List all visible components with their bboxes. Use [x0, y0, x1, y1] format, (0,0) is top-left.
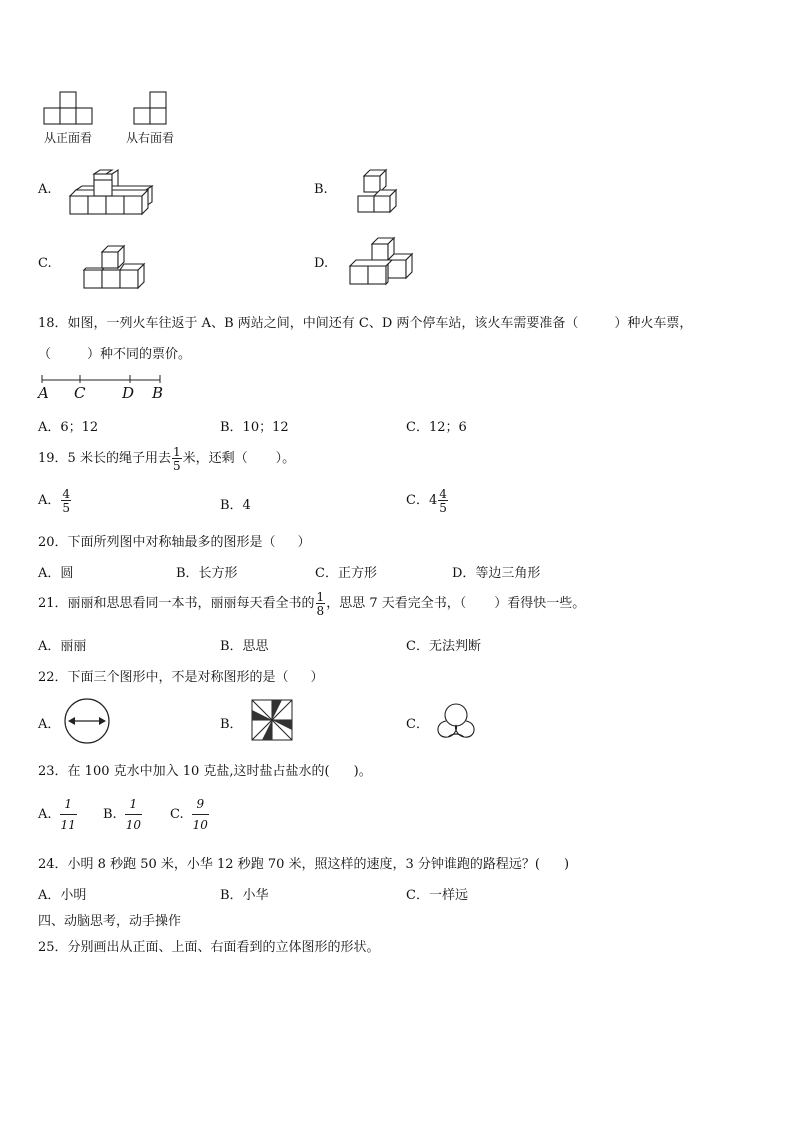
q22-stem-b: ） — [310, 670, 324, 685]
q17-option-b-figure — [356, 170, 406, 218]
q17-option-c-label[interactable]: C. — [38, 256, 52, 271]
q19-frac-numerator: 1 — [172, 444, 181, 459]
q22-option-a-label[interactable]: A． — [38, 717, 61, 732]
q18-stem-line1 — [38, 312, 692, 331]
q21-option-c[interactable]: C．无法判断 — [406, 639, 481, 654]
q18-stem-a: 18．如图，一列火车往返于 A、B 两站之间，中间还有 C、D 两个停车站，该火车需要准备（ — [38, 316, 579, 331]
right-view-label: 从右面看 — [126, 131, 175, 145]
q21-stem-b: ，思思 7 天看完全书，（ — [326, 596, 467, 611]
q23-stem-b: )。 — [353, 764, 372, 779]
q20-stem-a: 20．下面所列图中对称轴最多的图形是（ — [38, 535, 276, 550]
q24-option-a[interactable]: A．小明 — [38, 888, 87, 903]
q18-stem-c: （ — [38, 347, 52, 362]
q19-stem-b: 米，还剩（ — [182, 451, 248, 466]
q23-option-b-fraction — [125, 798, 142, 831]
q23-option-b-label: B. — [103, 807, 117, 822]
q23-option-a-numerator: 1 — [60, 798, 77, 815]
q17-option-a-figure — [68, 170, 158, 218]
q17-option-a-label[interactable]: A. — [38, 182, 52, 197]
q19-option-a-numerator: 4 — [62, 486, 71, 501]
q22-option-b-label[interactable]: B． — [220, 717, 243, 732]
q23-option-b-numerator: 1 — [125, 798, 142, 815]
q23-option-c-denominator: 10 — [192, 818, 208, 832]
q24-stem-a: 24．小明 8 秒跑 50 米，小华 12 秒跑 70 米，照这样的速度，3 分钟谁跑的路程远？( — [38, 857, 540, 872]
q23-option-a-label: A. — [38, 807, 52, 822]
q18-point-d: D — [122, 384, 135, 402]
q23-option-c-fraction — [192, 798, 209, 831]
q19-option-c-fraction — [438, 488, 448, 514]
q17-option-b-label[interactable]: B. — [314, 182, 328, 197]
q23-option-b-denominator: 10 — [125, 818, 141, 832]
q22-option-a-circle-arrow-figure — [62, 696, 112, 746]
q23-option-b[interactable] — [103, 794, 143, 836]
q21-stem — [38, 589, 585, 619]
q24-stem-b: ) — [563, 857, 570, 872]
q23-option-a-fraction — [60, 798, 77, 831]
q21-frac-numerator: 1 — [316, 589, 325, 604]
q18-option-c[interactable]: C．12；6 — [406, 420, 467, 435]
q20-option-c[interactable]: C．正方形 — [315, 566, 377, 581]
q22-option-b-pinwheel-figure — [248, 697, 296, 743]
q18-stem-line2 — [38, 343, 191, 362]
section-4-title: 四、动脑思考，动手操作 — [38, 914, 182, 929]
q23-option-c-label: C. — [170, 807, 184, 822]
q21-frac-denominator: 8 — [316, 603, 325, 618]
q17-option-d-label[interactable]: D. — [314, 256, 329, 271]
q18-point-c: C — [74, 384, 86, 402]
q19-stem-a: 19．5 米长的绳子用去 — [38, 451, 171, 466]
q18-stem-d: ）种不同的票价。 — [87, 347, 192, 362]
q23-option-c[interactable] — [170, 794, 210, 836]
q23-stem-a: 23．在 100 克水中加入 10 克盐,这时盐占盐水的( — [38, 764, 330, 779]
q18-number-line — [40, 374, 170, 386]
q23-option-c-numerator: 9 — [192, 798, 209, 815]
q24-option-b[interactable]: B．小华 — [220, 888, 269, 903]
q18-stem-b: ）种火车票， — [614, 316, 693, 331]
q23-option-a-denominator: 11 — [60, 818, 76, 832]
q24-stem — [38, 853, 569, 872]
q21-fraction — [316, 591, 326, 617]
q23-option-a[interactable] — [38, 794, 78, 836]
front-view-figure — [44, 92, 104, 132]
q21-option-b[interactable]: B．思思 — [220, 639, 269, 654]
q23-stem — [38, 760, 372, 779]
q19-option-a-denominator: 5 — [62, 500, 71, 515]
right-view-figure — [134, 92, 174, 132]
q21-option-a[interactable]: A．丽丽 — [38, 639, 87, 654]
q19-frac-denominator: 5 — [172, 458, 181, 473]
q20-stem — [38, 531, 311, 550]
q19-option-c-label: C． — [406, 493, 429, 508]
q19-option-c-whole: 4 — [428, 493, 438, 508]
q19-option-a-fraction — [61, 488, 71, 514]
q21-stem-c: ）看得快一些。 — [494, 596, 586, 611]
q22-option-c-trefoil-figure — [432, 697, 480, 743]
q21-stem-a: 21．丽丽和思思看同一本书，丽丽每天看全书的 — [38, 596, 315, 611]
q19-option-c[interactable] — [406, 486, 449, 516]
q19-option-b[interactable]: B．4 — [220, 498, 251, 513]
q18-point-a: A — [38, 384, 49, 402]
q20-option-d[interactable]: D．等边三角形 — [452, 566, 541, 581]
q19-fraction — [172, 446, 182, 472]
q20-option-b[interactable]: B．长方形 — [176, 566, 238, 581]
q20-stem-b: ） — [297, 535, 311, 550]
q24-option-c[interactable]: C．一样远 — [406, 888, 468, 903]
q17-option-c-figure — [82, 244, 146, 292]
q18-point-b: B — [152, 384, 164, 402]
q19-stem-c: ）。 — [275, 451, 296, 466]
q19-option-c-denominator: 5 — [439, 500, 447, 515]
q18-option-b[interactable]: B．10；12 — [220, 420, 289, 435]
front-view-label: 从正面看 — [44, 131, 93, 145]
q20-option-a[interactable]: A．圆 — [38, 566, 74, 581]
q19-option-a[interactable] — [38, 486, 72, 516]
q17-option-d-figure — [346, 236, 418, 292]
q22-stem — [38, 666, 324, 685]
q22-option-c-label[interactable]: C． — [406, 717, 429, 732]
q25-stem: 25．分别画出从正面、上面、右面看到的立体图形的形状。 — [38, 940, 380, 955]
q18-option-a[interactable]: A．6；12 — [38, 420, 99, 435]
q19-option-c-numerator: 4 — [439, 486, 447, 501]
q19-stem — [38, 444, 295, 474]
q22-stem-a: 22．下面三个图形中，不是对称图形的是（ — [38, 670, 289, 685]
q19-option-a-label: A． — [38, 493, 61, 508]
